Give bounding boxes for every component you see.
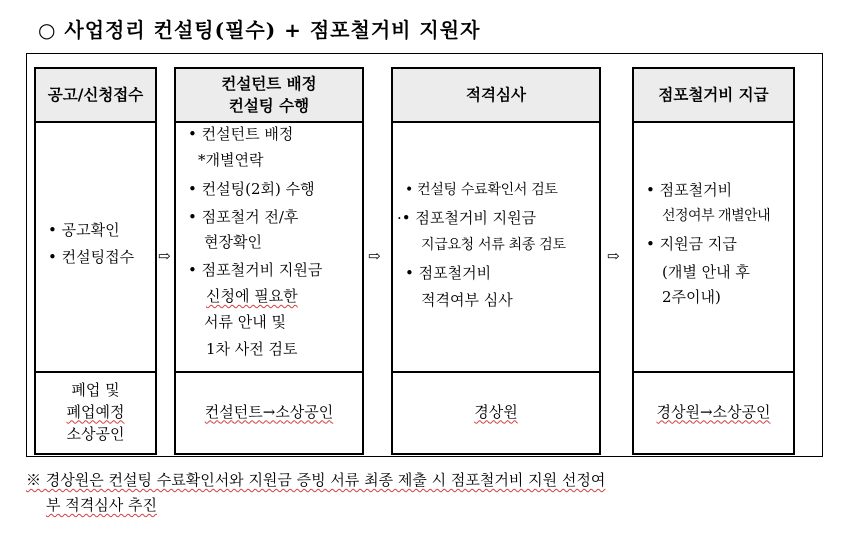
arrow-right-icon: ⇨ bbox=[607, 247, 620, 265]
bullet-continuation: 선정여부 개별안내 bbox=[662, 208, 771, 224]
process-diagram bbox=[26, 53, 823, 457]
step-header: 공고/신청접수 bbox=[36, 69, 155, 123]
bullet-continuation: 지급요청 서류 최종 검토 bbox=[421, 237, 566, 253]
step-header: 점포철거비 지급 bbox=[634, 69, 793, 123]
step-owner: 경상원→소상공인 bbox=[656, 402, 771, 421]
step-owner: 컨설턴트→소상공인 bbox=[204, 402, 334, 421]
footnote-line: 부 적격심사 추진 bbox=[46, 496, 157, 514]
footnote-line: ※ 경상원은 컨설팅 수료확인서와 지원금 증빙 서류 최종 제출 시 점포철거비 지원 선정여 bbox=[26, 471, 606, 489]
arrow-right-icon: ⇨ bbox=[368, 247, 381, 265]
bullet-item: • 컨설턴트 배정 bbox=[188, 125, 294, 143]
bullet-item: • 컨설팅접수 bbox=[48, 248, 135, 266]
arrow-right-icon: ⇨ bbox=[158, 247, 171, 265]
bullet-item: • 컨설팅(2회) 수행 bbox=[188, 180, 315, 198]
step-body bbox=[634, 121, 793, 373]
bullet-continuation: 2주이내) bbox=[662, 288, 721, 306]
bullet-continuation: 1차 사전 검토 bbox=[206, 340, 298, 358]
bullet-item: • 지원금 지급 bbox=[646, 235, 737, 253]
step-header: 컨설턴트 배정 컨설팅 수행 bbox=[176, 69, 362, 123]
bullet-item: • 점포철거비 bbox=[405, 264, 492, 282]
bullet-continuation: (개별 안내 후 bbox=[662, 263, 750, 281]
bullet-note: *개별연락 bbox=[198, 151, 264, 169]
step-eligibility-review bbox=[391, 67, 601, 455]
step-body bbox=[393, 121, 599, 373]
bullet-continuation: 서류 안내 및 bbox=[204, 313, 286, 331]
step-header: 적격심사 bbox=[393, 69, 599, 123]
bullet-item: • 점포철거비 지원금 bbox=[188, 261, 323, 279]
bullet-item: • 공고확인 bbox=[48, 221, 120, 239]
bullet-continuation: 신청에 필요한 bbox=[206, 287, 298, 305]
footnote bbox=[26, 468, 605, 518]
step-announcement bbox=[34, 67, 157, 455]
page-title: ○ 사업정리 컨설팅(필수) + 점포철거비 지원자 bbox=[38, 18, 481, 42]
step-body bbox=[36, 121, 155, 373]
step-owner: 폐업 및 폐업예정 소상공인 bbox=[66, 380, 125, 443]
bullet-item: • 점포철거비 bbox=[646, 181, 733, 199]
step-consulting bbox=[174, 67, 364, 455]
bullet-continuation: 현장확인 bbox=[204, 233, 262, 251]
step-owner: 경상원 bbox=[474, 402, 518, 421]
bullet-item: • 컨설팅 수료확인서 검토 bbox=[405, 182, 558, 198]
bullet-continuation: 적격여부 심사 bbox=[421, 291, 513, 309]
step-payment bbox=[632, 67, 795, 455]
bullet-item: • 점포철거 전/후 bbox=[188, 208, 299, 226]
bullet-item: ·• 점포철거비 지원금 bbox=[397, 209, 537, 227]
step-body bbox=[176, 121, 362, 373]
